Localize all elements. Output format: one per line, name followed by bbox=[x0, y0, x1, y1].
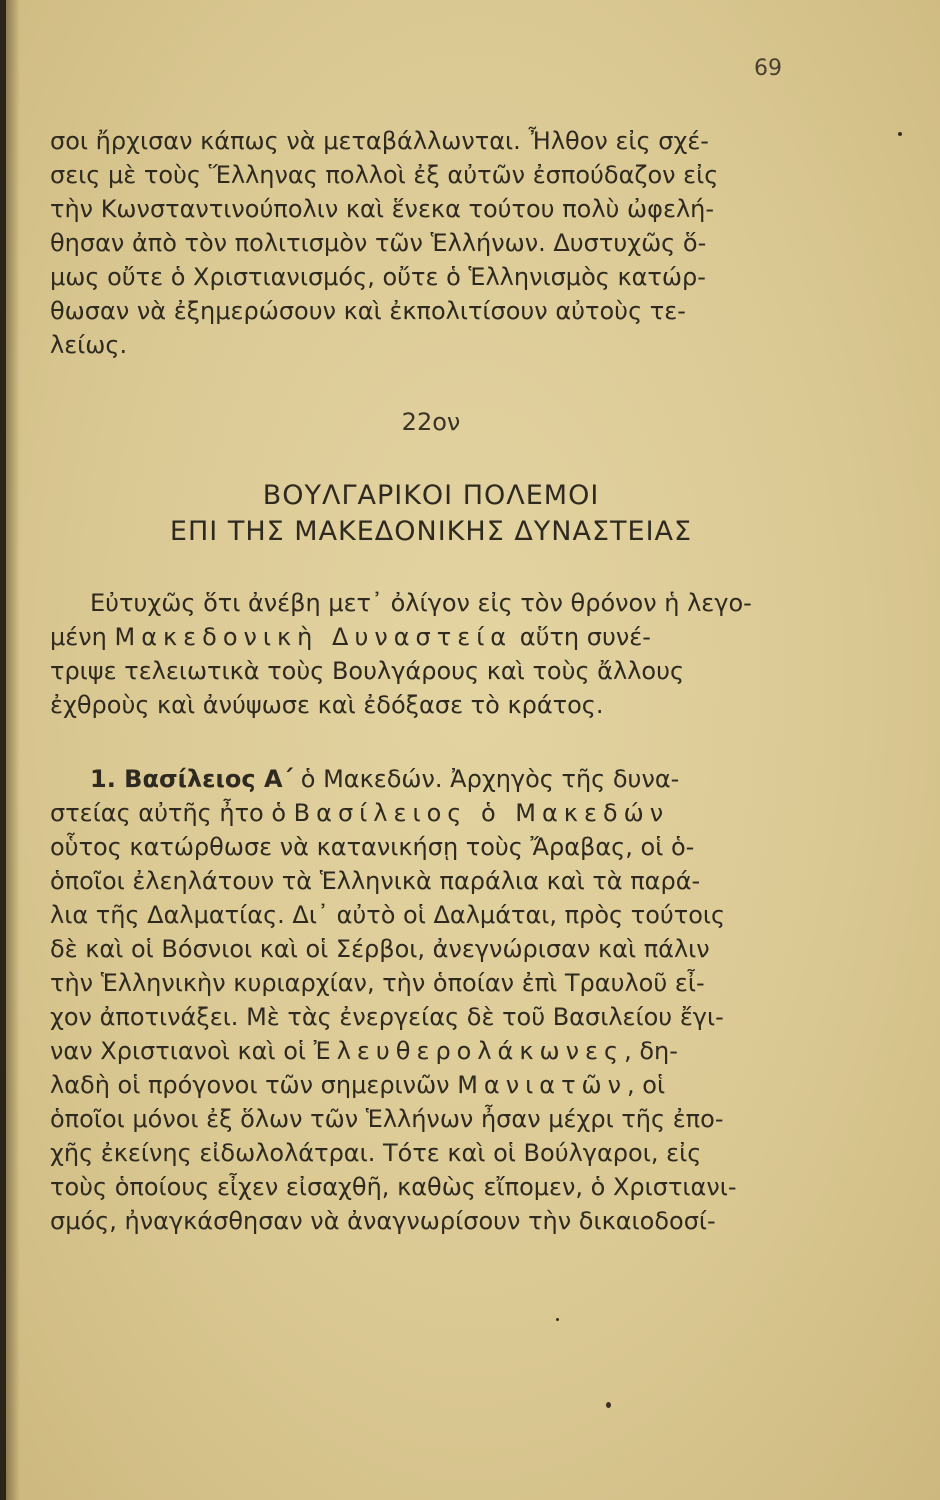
text-line: λια τῆς Δαλματίας. Δι᾿ αὐτὸ οἱ Δαλμάται, πρὸς τούτοις bbox=[50, 901, 726, 929]
basil-paragraph bbox=[50, 762, 810, 1238]
spaced-emphasis: Μακεδονικὴ Δυναστεία bbox=[114, 623, 513, 651]
paragraph-continued bbox=[50, 124, 810, 362]
text-span: ναν Χριστιανοὶ καὶ οἱ bbox=[50, 1037, 314, 1065]
text-line bbox=[50, 796, 810, 830]
text-span: , οἱ bbox=[627, 1071, 666, 1099]
text-span: στείας αὐτῆς ἦτο ὁ bbox=[50, 799, 294, 827]
text-line bbox=[50, 1034, 810, 1068]
text-line: λείως. bbox=[50, 331, 128, 359]
text-line: σεις μὲ τοὺς Ἕλληνας πολλοὶ ἐξ αὐτῶν ἐσπούδαζον εἰς bbox=[50, 161, 719, 189]
text-span: αὕτη συνέ- bbox=[512, 623, 651, 651]
text-line: σμός, ἠναγκάσθησαν νὰ ἀναγνωρίσουν τὴν δικαιοδοσί- bbox=[50, 1207, 716, 1235]
text-line: θησαν ἀπὸ τὸν πολιτισμὸν τῶν Ἑλλήνων. Δυστυχῶς ὅ- bbox=[50, 229, 707, 257]
text-line bbox=[50, 762, 810, 796]
text-line: χον ἀποτινάξει. Μὲ τὰς ἐνεργείας δὲ τοῦ Βασιλείου ἔγι- bbox=[50, 1003, 724, 1031]
page-edge-shadow bbox=[6, 0, 20, 1500]
text-line: τριψε τελειωτικὰ τοὺς Βουλγάρους καὶ τοὺς ἄλλους bbox=[50, 657, 685, 685]
text-line bbox=[50, 620, 810, 654]
chapter-heading-line-1: ΒΟΥΛΓΑΡΙΚΟΙ ΠΟΛΕΜΟΙ bbox=[262, 480, 600, 511]
text-span: μένη bbox=[50, 623, 115, 651]
text-line: Εὐτυχῶς ὅτι ἀνέβη μετ᾿ ὀλίγον εἰς τὸν θρόνον ἡ λεγο- bbox=[90, 589, 752, 617]
text-line: ὁποῖοι ἐλεηλάτουν τὰ Ἑλληνικὰ παράλια καὶ τὰ παρά- bbox=[50, 867, 701, 895]
text-line: τὴν Κωνσταντινούπολιν καὶ ἕνεκα τούτου πολὺ ὠφελή- bbox=[50, 195, 715, 223]
ink-speck bbox=[556, 1318, 559, 1321]
text-line: θωσαν νὰ ἐξημερώσουν καὶ ἐκπολιτίσουν αὐτοὺς τε- bbox=[50, 297, 686, 325]
text-line: οὗτος κατώρθωσε νὰ κατανικήσῃ τοὺς Ἄραβας, οἱ ὁ- bbox=[50, 833, 695, 861]
ink-speck bbox=[898, 132, 902, 136]
spaced-emphasis: Βασίλειος ὁ Μακεδών bbox=[293, 799, 670, 827]
text-line: τὴν Ἑλληνικὴν κυριαρχίαν, τὴν ὁποίαν ἐπὶ Τραυλοῦ εἶ- bbox=[50, 969, 705, 997]
subsection-title: 1. Βασίλειος Α΄ bbox=[90, 765, 294, 793]
text-span: , δη- bbox=[624, 1037, 678, 1065]
text-line: ἐχθροὺς καὶ ἀνύψωσε καὶ ἐδόξασε τὸ κράτος. bbox=[50, 691, 604, 719]
section-number: 22ον bbox=[401, 408, 461, 436]
text-line: ὁποῖοι μόνοι ἐξ ὅλων τῶν Ἑλλήνων ἦσαν μέχρι τῆς ἐπο- bbox=[50, 1105, 724, 1133]
chapter-heading-line-2: ΕΠΙ ΤΗΣ ΜΑΚΕΔΟΝΙΚΗΣ ΔΥΝΑΣΤΕΙΑΣ bbox=[169, 516, 693, 547]
book-page bbox=[6, 0, 940, 1500]
text-span: ὁ Μακεδών. Ἀρχηγὸς τῆς δυνα- bbox=[293, 765, 680, 793]
text-line: δὲ καὶ οἱ Βόσνιοι καὶ οἱ Σέρβοι, ἀνεγνώρισαν καὶ πάλιν bbox=[50, 935, 710, 963]
spaced-emphasis: Ἐλευθερολάκωνες bbox=[313, 1037, 625, 1065]
text-line: χῆς ἐκείνης εἰδωλολάτραι. Τότε καὶ οἱ Βούλγαροι, εἰς bbox=[50, 1139, 702, 1167]
text-line: τοὺς ὁποίους εἶχεν εἰσαχθῆ, καθὼς εἴπομεν, ὁ Χριστιανι- bbox=[50, 1173, 737, 1201]
text-line: σοι ἤρχισαν κάπως νὰ μεταβάλλωνται. Ἦλθον εἰς σχέ- bbox=[50, 127, 709, 155]
spaced-emphasis: Μανιατῶν bbox=[457, 1071, 628, 1099]
text-span: λαδὴ οἱ πρόγονοι τῶν σημερινῶν bbox=[50, 1071, 458, 1099]
intro-paragraph bbox=[50, 586, 810, 722]
ink-speck bbox=[606, 1402, 611, 1408]
page-number: 69 bbox=[754, 56, 782, 81]
text-line bbox=[50, 1068, 810, 1102]
text-line: μως οὔτε ὁ Χριστιανισμός, οὔτε ὁ Ἑλληνισμὸς κατώρ- bbox=[50, 263, 706, 291]
